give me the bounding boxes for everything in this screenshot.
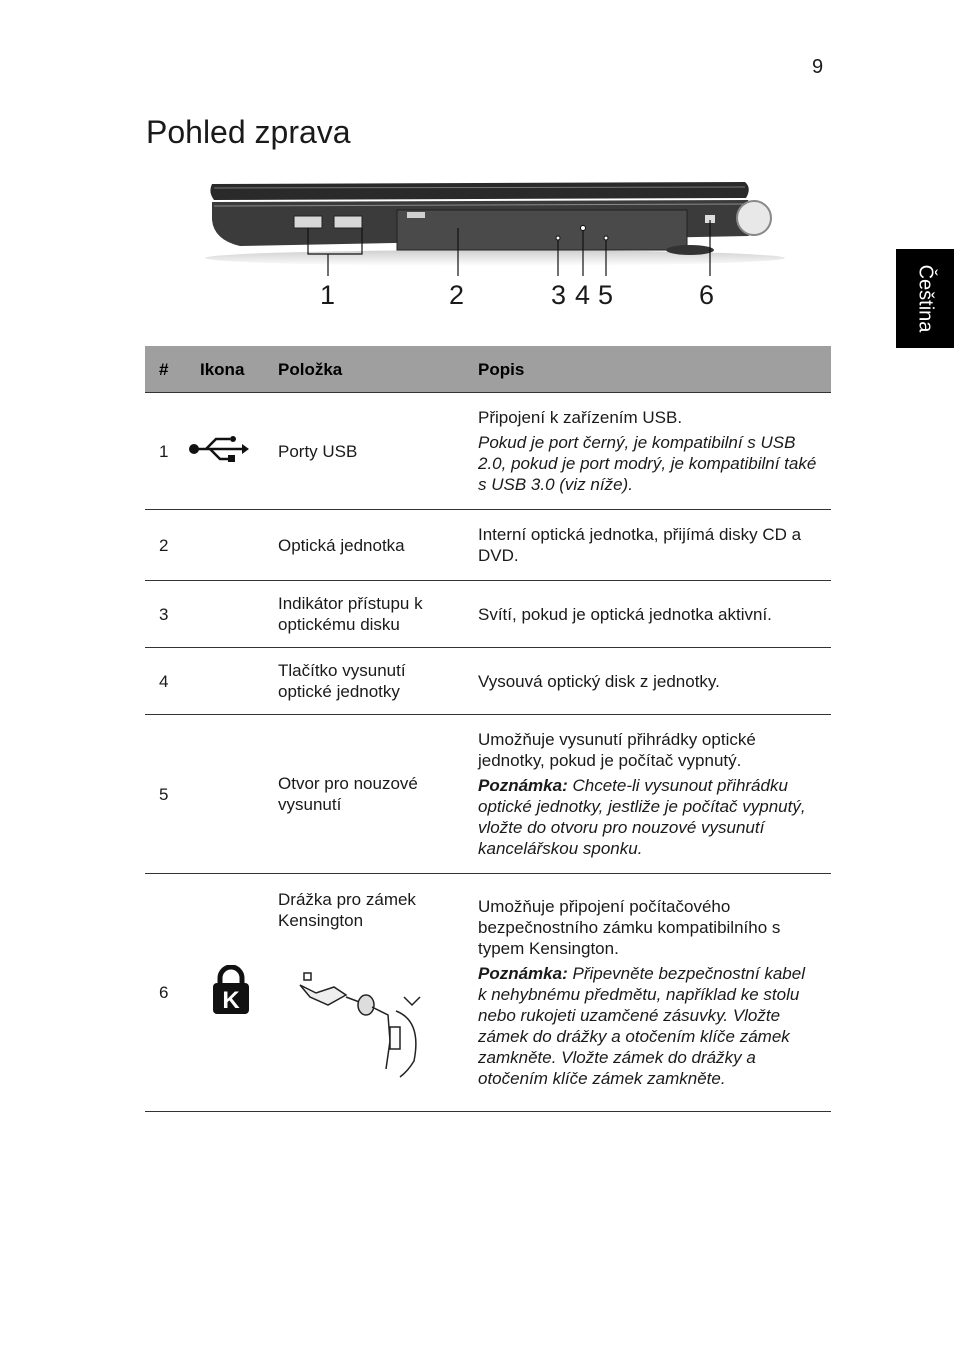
row-desc: Interní optická jednotka, přijímá disky CD a DVD. [478,525,802,565]
row-desc: Umožňuje připojení počítačového bezpečnostního zámku kompatibilního s typem Kensington. [478,897,781,958]
row-item: Otvor pro nouzové vysunutí [278,715,478,874]
page-number: 9 [812,56,824,78]
row-item: Porty USB [278,393,478,510]
header-item: Položka [278,346,478,393]
row-desc: Vysouvá optický disk z jednotky. [478,671,720,691]
row-item: Indikátor přístupu k optickému disku [278,581,478,648]
table-row [145,715,831,874]
row-note: Připevněte bezpečnostní kabel k nehybnému předmětu, například ke stolu nebo rukojeti uzamčené zásuvky. Vložte zámek do drážky a otočením klíče zámek zamkněte. Vložte zámek do drážky a otočením klíče zámek zamkněte. [478,964,805,1088]
table-row [145,581,831,648]
callout-5: 5 [598,280,614,310]
note-label: Poznámka: [478,776,568,795]
ports-table [145,346,831,1112]
row-note: Pokud je port černý, je kompatibilní s USB 2.0, pokud je port modrý, je kompatibilní také s USB 3.0 (viz níže). [478,433,817,494]
callout-3: 3 [551,280,567,310]
callout-numbers [0,280,954,316]
page-title: Pohled zprava [146,114,351,150]
row-note: Chcete-li vysunout přihrádku optické jednotky, jestliže je počítač vypnutý, vložte do otvoru pro nouzové vysunutí kancelářskou sponku. [478,776,806,858]
header-num: # [145,346,186,393]
row-num: 4 [145,648,186,715]
row-desc: Svítí, pokud je optická jednotka aktivní. [478,604,772,624]
table-row [145,393,831,510]
language-tab-label: Čeština [914,264,937,333]
row-desc: Připojení k zařízením USB. [478,408,683,427]
usb-icon [186,433,250,465]
row-item: Tlačítko vysunutí optické jednotky [278,648,478,715]
lock-cable-illustration [296,971,426,1081]
kensington-lock-icon [212,965,250,1015]
table-header-row [145,346,831,393]
callout-1: 1 [320,280,336,310]
callout-6: 6 [699,280,715,310]
note-label: Poznámka: [478,964,568,983]
row-item: Drážka pro zámek Kensington [278,890,416,930]
row-item: Optická jednotka [278,510,478,581]
header-icon: Ikona [186,346,278,393]
svg-text:K: K [222,987,240,1014]
table-row [145,510,831,581]
table-row [145,648,831,715]
row-desc: Umožňuje vysunutí přihrádky optické jednotky, pokud je počítač vypnutý. [478,730,756,770]
row-num: 6 [145,874,186,1112]
callout-2: 2 [449,280,465,310]
row-num: 3 [145,581,186,648]
header-desc: Popis [478,346,831,393]
table-row [145,874,831,1112]
row-num: 5 [145,715,186,874]
row-num: 1 [145,393,186,510]
row-num: 2 [145,510,186,581]
callout-4: 4 [575,280,591,310]
